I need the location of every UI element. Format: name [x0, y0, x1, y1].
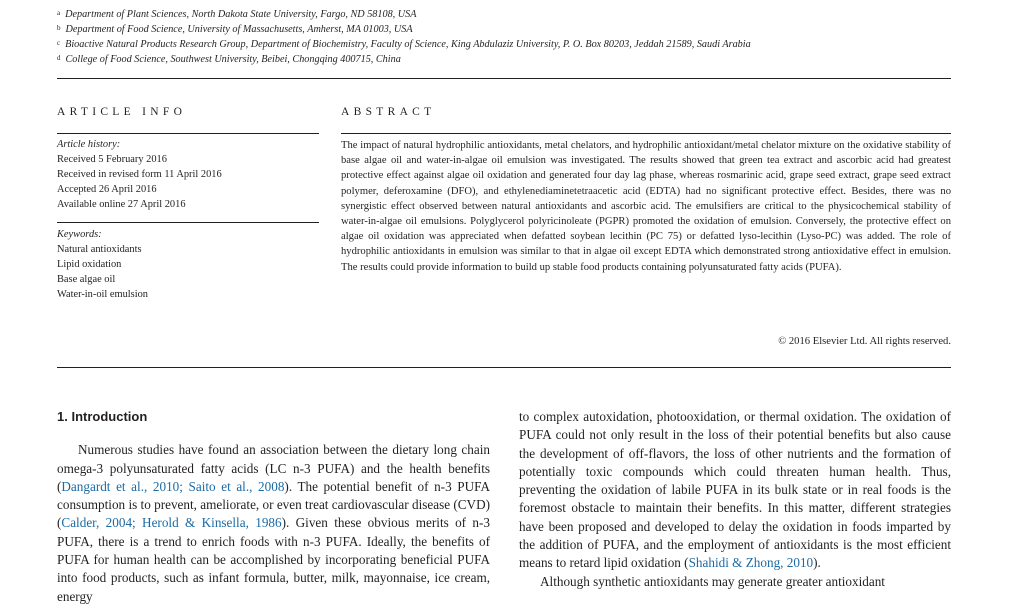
- section-title: 1. Introduction: [57, 409, 148, 424]
- history-accepted: Accepted 26 April 2016: [57, 184, 157, 195]
- keyword-item: Water-in-oil emulsion: [57, 289, 149, 300]
- affiliation-d: [57, 52, 957, 67]
- intro-text: Numerous studies have found an association between the dietary long chain omega-3 polyunsaturated fatty acids (LC n-3 PUFA) and the health benefits (: [57, 442, 490, 494]
- affiliation-text: Bioactive Natural Products Research Group, Department of Biochemistry, Faculty of Science, King Abdulaziz University, P. O. Box 80203, Jeddah 21589, Saudi Arabia: [65, 39, 751, 50]
- intro-text: ). Given these obvious merits of n-3 PUFA, there is a trend to enrich foods with n-3 PUFA. Ideally, the benefits of PUFA for human health can be accomplished by incorporating beneficial PUFA into food products, such as infant formula, butter, milk, mayonnaise, ice cream, energy: [57, 515, 490, 604]
- intro-text: ). The potential benefit of n-3 PUFA consumption is to prevent, ameliorate, or even treat cardiovascular disease (CVD) (: [57, 478, 490, 531]
- affiliation-text: College of Food Science, Southwest University, Beibei, Chongqing 400715, China: [65, 54, 401, 65]
- affiliation-a: [57, 7, 957, 22]
- keyword-item: Base algae oil: [57, 274, 116, 285]
- article-info-heading: ARTICLE INFO: [57, 106, 187, 118]
- intro-text: ).: [813, 555, 821, 571]
- abstract-bottom-rule: [57, 367, 951, 368]
- header-rule: [57, 78, 951, 79]
- citation-link[interactable]: Calder, 2004; Herold & Kinsella, 1986: [61, 515, 282, 531]
- abstract-text: The impact of natural hydrophilic antioxidants, metal chelators, and hydrophilic antioxidant/metal chelator mixture on the oxidative stability of base algae oil and water-in-algae oil emulsion was investigated. The results showed that green tea extract and ascorbic acid had greatest protective effect against algae oil oxidation and generated four day lag phase, whereas rosmarinic acid, grape seed extract, grape seed extract polymer, deferoxamine (DFO), and ethylenediaminetetraacetic acid (EDTA) had no significant protective effect. Besides, there was no synergistic effect observed between natural antioxidants and ascorbic acid. The emulsifiers are critical to the physicochemical stability of water-in-algae oil emulsions. Polyglycerol polyricinoleate (PGPR) promoted the oxidation of emulsion. Conversely, the protective effect on algae oil oxidation was appreciated when defatted soybean lecithin (PC 75) or defatted lyso-lecithin (Lyso-PC) was added. The role of hydrophilic antioxidants in emulsion was similar to that in algae oil except EDTA which demonstrated strong antioxidative effect in emulsion. The results could provide information to build up stable food products containing polyunsaturated fatty acids (PUFA).: [341, 140, 951, 273]
- abstract-rule: [341, 133, 951, 134]
- copyright-notice: © 2016 Elsevier Ltd. All rights reserved.: [778, 336, 951, 347]
- article-history-label: Article history:: [57, 139, 121, 150]
- affiliations: [57, 7, 957, 67]
- keywords-rule: [57, 222, 319, 223]
- intro-paragraph: Although synthetic antioxidants may generate greater antioxidant: [540, 573, 885, 589]
- citation-link[interactable]: Dangardt et al., 2010; Saito et al., 2008: [61, 478, 285, 494]
- affiliation-mark: d: [57, 54, 61, 62]
- affiliation-text: Department of Food Science, University of Massachusetts, Amherst, MA 01003, USA: [65, 24, 413, 35]
- affiliation-text: Department of Plant Sciences, North Dakota State University, Fargo, ND 58108, USA: [65, 9, 417, 20]
- abstract-heading: ABSTRACT: [341, 106, 436, 118]
- affiliation-b: [57, 22, 957, 37]
- article-history: [57, 137, 319, 212]
- body-left-column: [57, 408, 490, 606]
- affiliation-c: [57, 37, 957, 52]
- intro-paragraph: [57, 441, 490, 606]
- citation-link[interactable]: Shahidi & Zhong, 2010: [688, 555, 814, 571]
- affiliation-mark: a: [57, 9, 61, 17]
- affiliation-mark: c: [57, 39, 61, 47]
- history-online: Available online 27 April 2016: [57, 199, 186, 210]
- keywords: [57, 227, 319, 302]
- history-revised: Received in revised form 11 April 2016: [57, 169, 222, 180]
- keywords-label: Keywords:: [57, 229, 102, 240]
- body-right-column: [519, 408, 951, 591]
- keyword-item: Natural antioxidants: [57, 244, 142, 255]
- intro-text: to complex autoxidation, photooxidation, or thermal oxidation. The oxidation of PUFA could not only result in the loss of their potential benefits but also cause the development of off-flavors, the loss of other nutrients and the formation of potentially toxic compounds which could threaten human health. Thus, preventing the oxidation of labile PUFA in its bulk state or in real foods is the foremost obstacle to maintain their benefits. In this matter, different strategies have been proposed and developed to delay the oxidation in foods imparted by the addition of PUFA, and the employment of antioxidants is the most efficient means to retard lipid oxidation (: [519, 409, 951, 571]
- article-info-rule: [57, 133, 319, 134]
- affiliation-mark: b: [57, 24, 61, 32]
- history-received: Received 5 February 2016: [57, 154, 167, 165]
- keyword-item: Lipid oxidation: [57, 259, 122, 270]
- intro-paragraph-continued: [519, 408, 951, 573]
